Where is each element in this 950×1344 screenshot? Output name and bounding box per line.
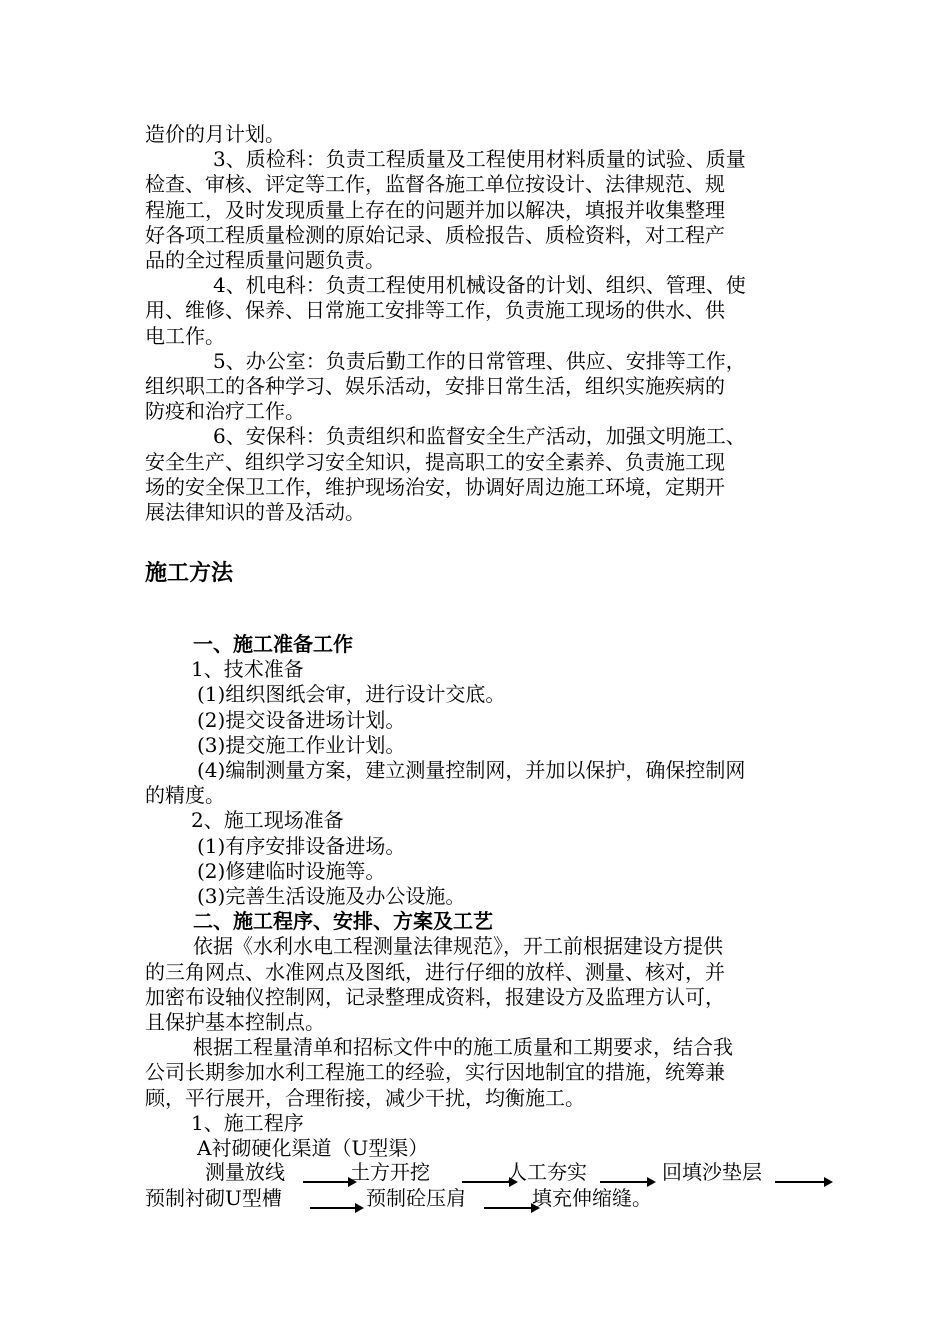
para-line: 根据工程量清单和招标文件中的施工质量和工期要求，结合我 (193, 1035, 733, 1060)
para-line: 4、机电科：负责工程使用机械设备的计划、组织、管理、使 (193, 273, 746, 298)
flow-step: 回填沙垫层 (662, 1160, 762, 1184)
arrow-icon (310, 1207, 362, 1209)
list-item: (1)组织图纸会审，进行设计交底。 (197, 682, 506, 707)
para-line: 组织职工的各种学习、娱乐活动，安排日常生活，组织实施疾病的 (145, 374, 725, 399)
flow-step: 测量放线 (205, 1160, 285, 1184)
para-line: 展法律知识的普及活动。 (145, 500, 365, 525)
tech-prep-subheading: 1、技术准备 (191, 657, 304, 682)
para-line: 5、办公室：负责后勤工作的日常管理、供应、安排等工作， (193, 348, 746, 373)
flow-step: 预制砼压肩 (366, 1186, 466, 1210)
para-line: 防疫和治疗工作。 (145, 399, 305, 424)
arrow-icon (303, 1181, 355, 1183)
site-prep-subheading: 2、施工现场准备 (191, 808, 344, 833)
para-line: 顾，平行展开，合理衔接，减少干扰，均衡施工。 (145, 1085, 585, 1110)
procedure-subheading: 1、施工程序 (191, 1110, 304, 1135)
para-line: 6、安保科：负责组织和监督安全生产活动，加强文明施工、 (193, 424, 746, 449)
section-title: 施工方法 (145, 561, 234, 586)
list-item: (2)修建临时设施等。 (197, 858, 386, 883)
top-text-block (145, 122, 813, 525)
para-line: 且保护基本控制点。 (145, 1010, 325, 1035)
para-line: 加密布设轴仪控制网，记录整理成资料，报建设方及监理方认可， (145, 984, 725, 1009)
flow-step: 填充伸缩缝。 (532, 1186, 652, 1210)
para-line: 3、质检科：负责工程质量及工程使用材料质量的试验、质量 (193, 147, 746, 172)
flow-step: 人工夯实 (507, 1160, 587, 1184)
construction-prep-block (145, 632, 813, 1161)
list-item: (3)完善生活设施及办公设施。 (197, 884, 466, 909)
para-line: 品的全过程质量问题负责。 (145, 248, 385, 273)
para-line: 程施工，及时发现质量上存在的问题并加以解决，填报并收集整理 (145, 197, 725, 222)
para-line: 电工作。 (145, 323, 225, 348)
list-item: (2)提交设备进场计划。 (197, 707, 406, 732)
para-line: 场的安全保卫工作，维护现场治安，协调好周边施工环境，定期开 (145, 474, 725, 499)
para-line: 用、维修、保养、日常施工安排等工作，负责施工现场的供水、供 (145, 298, 725, 323)
para-line: 安全生产、组织学习安全知识，提高职工的安全素养、负责施工现 (145, 449, 725, 474)
u-channel-subheading: A衬砌硬化渠道（U型渠） (197, 1136, 429, 1161)
para-line: 好各项工程质量检测的原始记录、质检报告、质检资料，对工程产 (145, 222, 725, 247)
para-line: 造价的月计划。 (145, 122, 285, 146)
para-line: 检查、审核、评定等工作，监督各施工单位按设计、法律规范、规 (145, 172, 725, 197)
para-line: 公司长期参加水利工程施工的经验，实行因地制宜的措施，统筹兼 (145, 1060, 725, 1085)
para-line: 的三角网点、水准网点及图纸，进行仔细的放样、测量、核对，并 (145, 959, 725, 984)
para-line: 依据《水利水电工程测量法律规范》，开工前根据建设方提供 (193, 934, 723, 959)
list-item: (1)有序安排设备进场。 (197, 833, 406, 858)
list-item: (3)提交施工作业计划。 (197, 732, 406, 757)
list-item: (4)编制测量方案，建立测量控制网，并加以保护，确保控制网 (197, 758, 746, 783)
part1-heading: 一、施工准备工作 (193, 632, 353, 656)
part2-heading: 二、施工程序、安排、方案及工艺 (193, 909, 493, 934)
flow-step: 土方开挖 (350, 1160, 430, 1184)
arrow-icon (484, 1207, 538, 1209)
flow-step: 预制衬砌U型槽 (145, 1186, 282, 1210)
arrow-icon (775, 1181, 831, 1183)
list-item-continued: 的精度。 (145, 783, 225, 808)
